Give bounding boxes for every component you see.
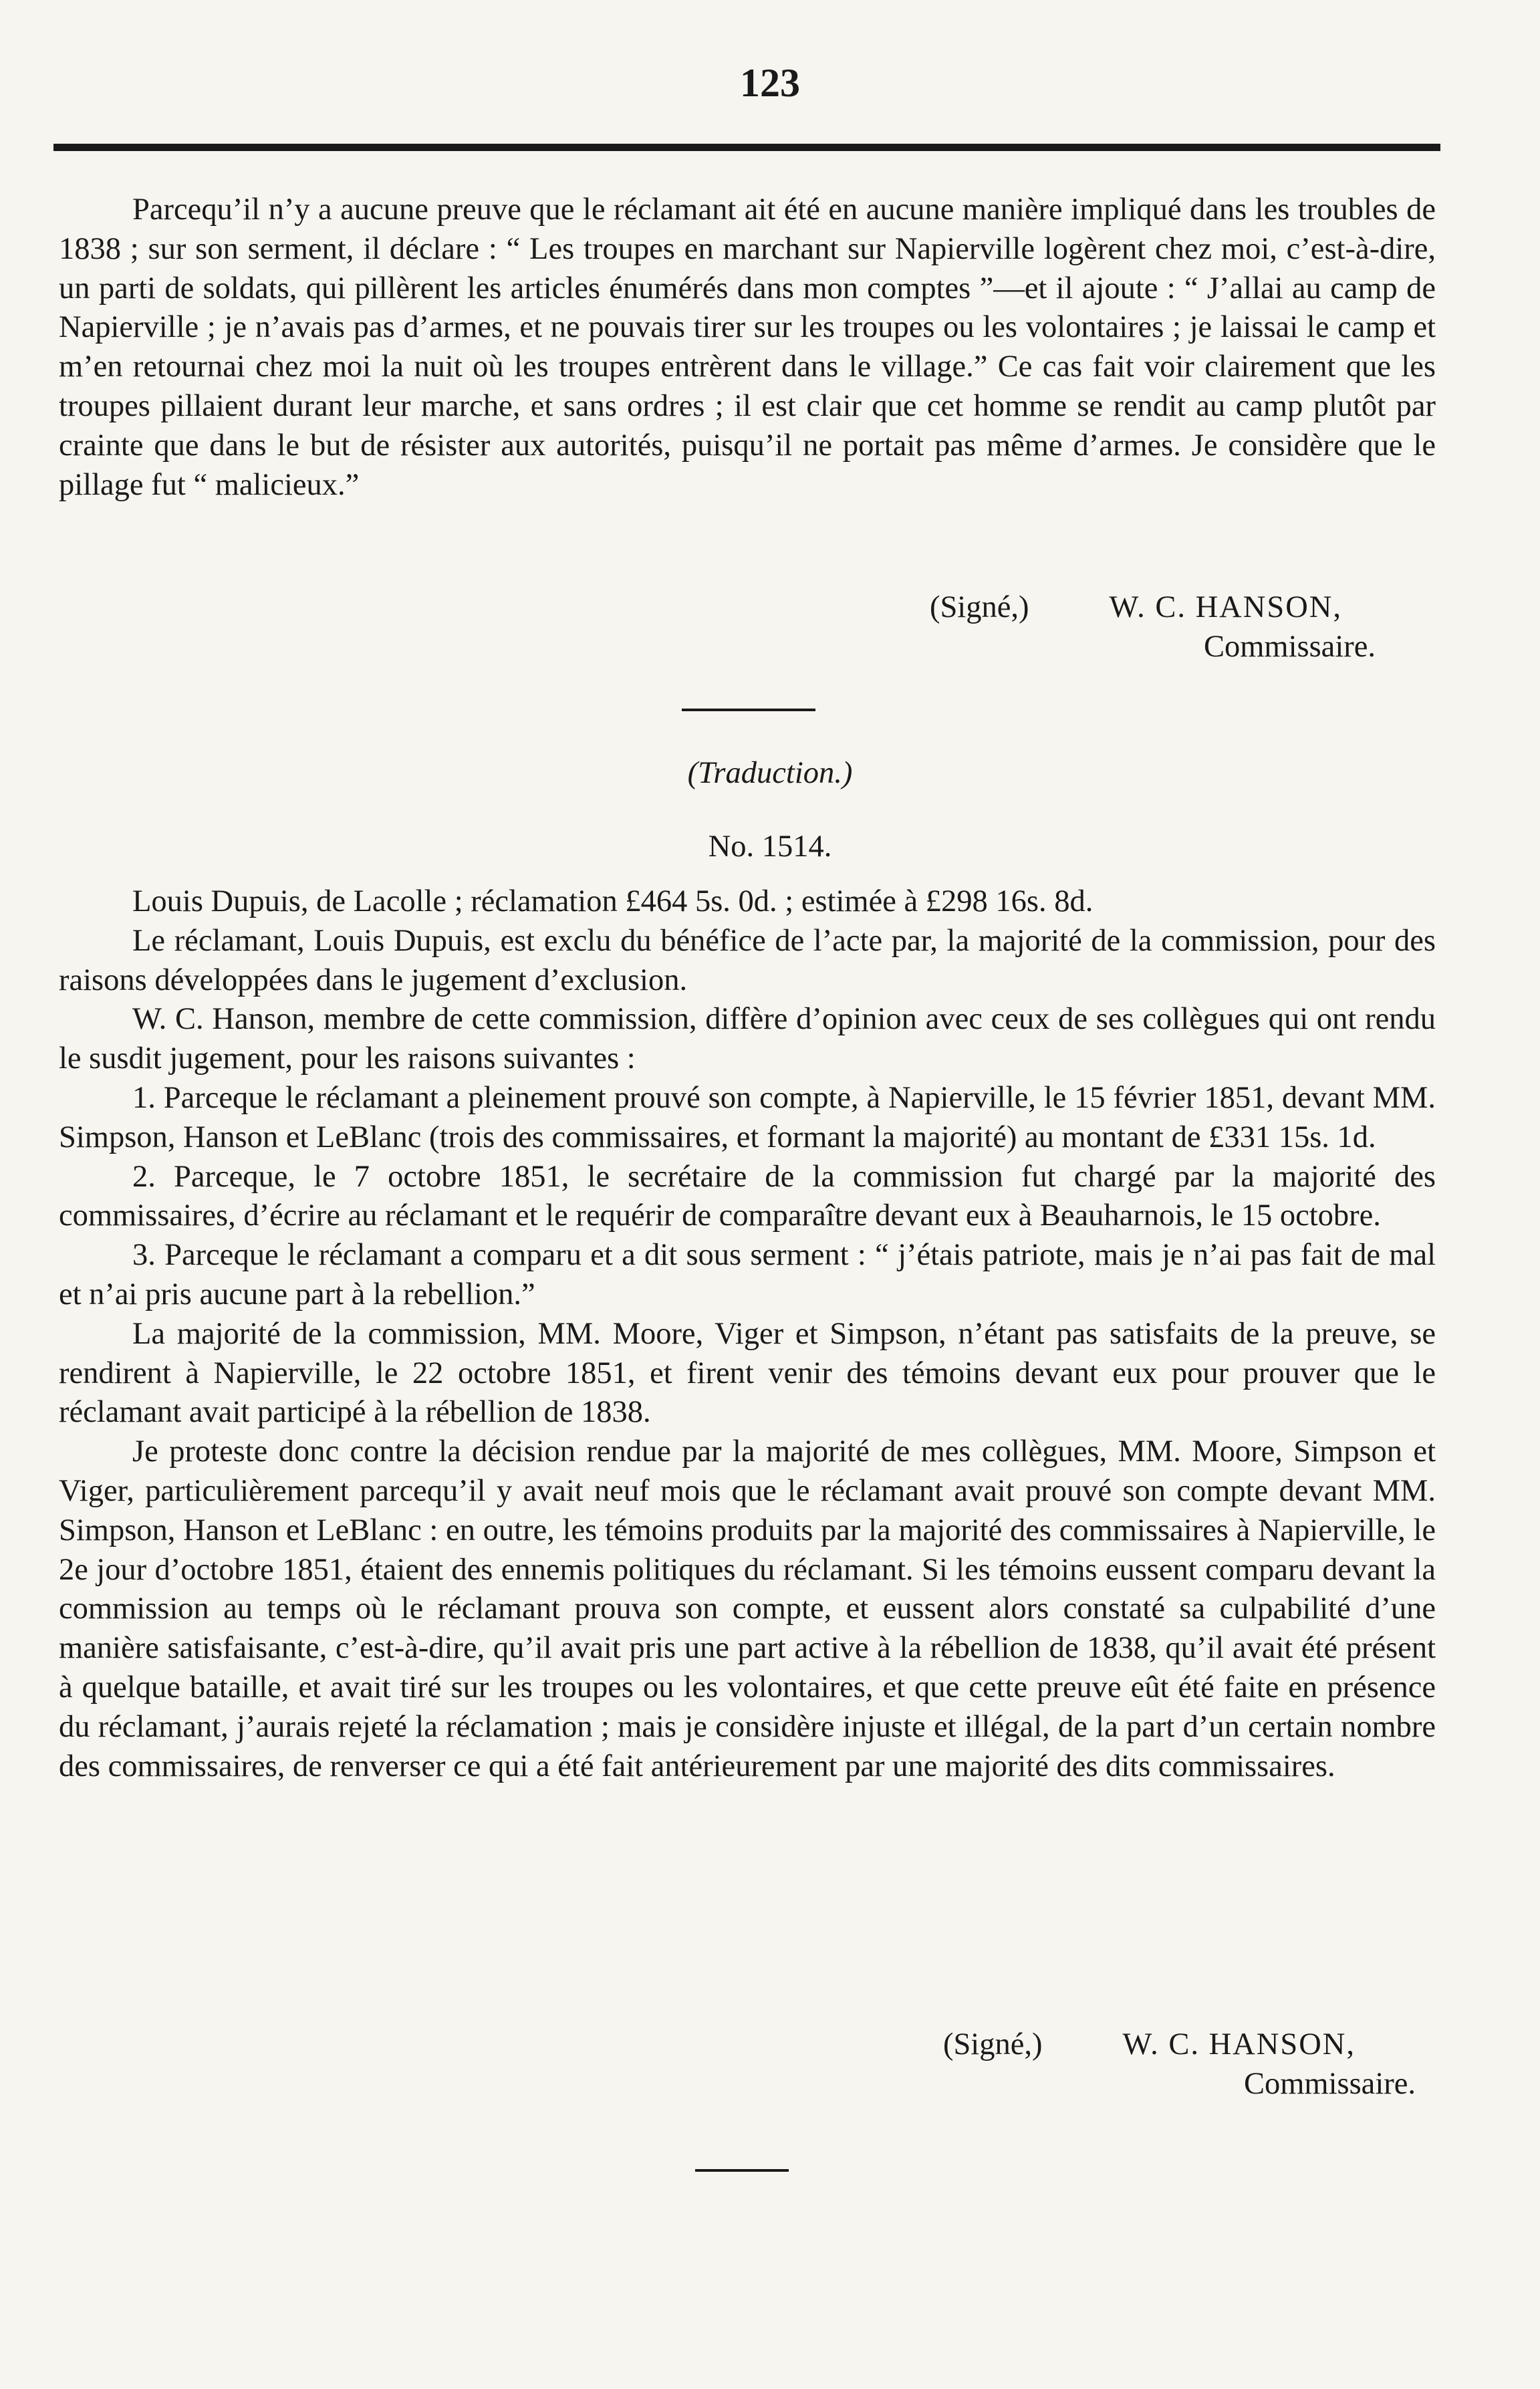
- paragraph-6: 3. Parceque le réclamant a comparu et a dit sous serment : “ j’étais patriote, mais je n’ai pas fait de mal et n’ai pris aucune part à la rebellion.”: [59, 1238, 1436, 1311]
- claim-line: Louis Dupuis, de Lacolle ; réclamation £464 5s. 0d. ; estimée à £298 16s. 8d.: [132, 884, 1094, 918]
- paragraph-4: 1. Parceque le réclamant a pleinement prouvé son compte, à Napierville, le 15 février 1851, devant MM. Simpson, Hanson et LeBlanc (trois des commissaires, et formant la majorité) au montant de £331 15s. 1d.: [59, 1080, 1436, 1154]
- paragraph-1: Parcequ’il n’y a aucune preuve que le réclamant ait été en aucune manière impliqué dans les troubles de 1838 ; sur son serment, il déclare : “ Les troupes en marchant sur Napierville logèrent chez moi, c’est-à-dire, un parti de soldats, qui pillèrent les articles énumérés dans mon comptes ”—et il ajoute : “ J’allai au camp de Napierville ; je n’avais pas d’armes, et ne pouvais tirer sur les troupes ou les volontaires ; je laissai le camp et m’en retournai chez moi la nuit où les troupes entrèrent dans le village.” Ce cas fait voir clairement que les troupes pillaient durant leur marche, et sans ordres ; il est clair que cet homme se rendit au camp plutôt par crainte que dans le but de résister aux autorités, puisqu’il ne portait pas même d’armes. Je considère que le pillage fut “ malicieux.”: [59, 193, 1436, 502]
- signed-label: (Signé,): [942, 2027, 1043, 2061]
- paragraph-3: W. C. Hanson, membre de cette commission, diffère d’opinion avec ceux de ses collègues qui ont rendu le susdit jugement, pour les raisons suivantes :: [59, 1002, 1436, 1076]
- section-first: [59, 191, 1436, 505]
- page-number: 123: [740, 61, 800, 105]
- signature-block-2: [59, 2025, 1436, 2104]
- signatory-name: W. C. HANSON,: [1122, 2027, 1356, 2061]
- claim-number: No. 1514.: [708, 830, 832, 864]
- signature-block-1: [59, 588, 1436, 667]
- signatory-name: W. C. HANSON,: [1109, 590, 1342, 624]
- paragraph-5: 2. Parceque, le 7 octobre 1851, le secrétaire de la commission fut chargé par la majorité des commissaires, d’écrire au réclamant et le requérir de comparaître devant eux à Beauharnois, le 15 octobre.: [59, 1159, 1436, 1233]
- paragraph-2: Le réclamant, Louis Dupuis, est exclu du bénéfice de l’acte par, la majorité de la commission, pour des raisons développées dans le jugement d’exclusion.: [59, 923, 1436, 997]
- signed-label: (Signé,): [929, 590, 1029, 624]
- signatory-title: Commissaire.: [1203, 629, 1376, 664]
- signatory-title: Commissaire.: [1243, 2066, 1416, 2101]
- paragraph-8: Je proteste donc contre la décision rendue par la majorité de mes collègues, MM. Moore, Simpson et Viger, particulièrement parcequ’il y avait neuf mois que le réclamant avait prouvé son compte devant MM. Simpson, Hanson et LeBlanc : en outre, les témoins produits par la majorité des commissaires à Napierville, le 2e jour d’octobre 1851, étaient des ennemis politiques du réclamant. Si les témoins eussent comparu devant la commission au temps où le réclamant prouva son compte, et eussent alors constaté sa culpabilité d’une manière satisfaisante, c’est-à-dire, qu’il avait pris une part active à la rébellion de 1838, qu’il avait été présent à quelque bataille, et avait tiré sur les troupes ou les volontaires, et que cette preuve eût été faite en présence du réclamant, j’aurais rejeté la réclamation ; mais je considère injuste et illégal, de la part d’un certain nombre des commissaires, de renverser ce qui a été fait antérieurement par une majorité des dits commissaires.: [59, 1434, 1436, 1783]
- section-divider-2: [695, 2169, 789, 2172]
- section-divider-1: [682, 709, 815, 711]
- top-rule: [53, 144, 1440, 151]
- section-second: [59, 882, 1436, 1786]
- paragraph-7: La majorité de la commission, MM. Moore, Viger et Simpson, n’étant pas satisfaits de la preuve, se rendirent à Napierville, le 22 octobre 1851, et firent venir des témoins devant eux pour prouver que le réclamant avait participé à la rébellion de 1838.: [59, 1316, 1436, 1430]
- translation-label: (Traduction.): [687, 756, 853, 790]
